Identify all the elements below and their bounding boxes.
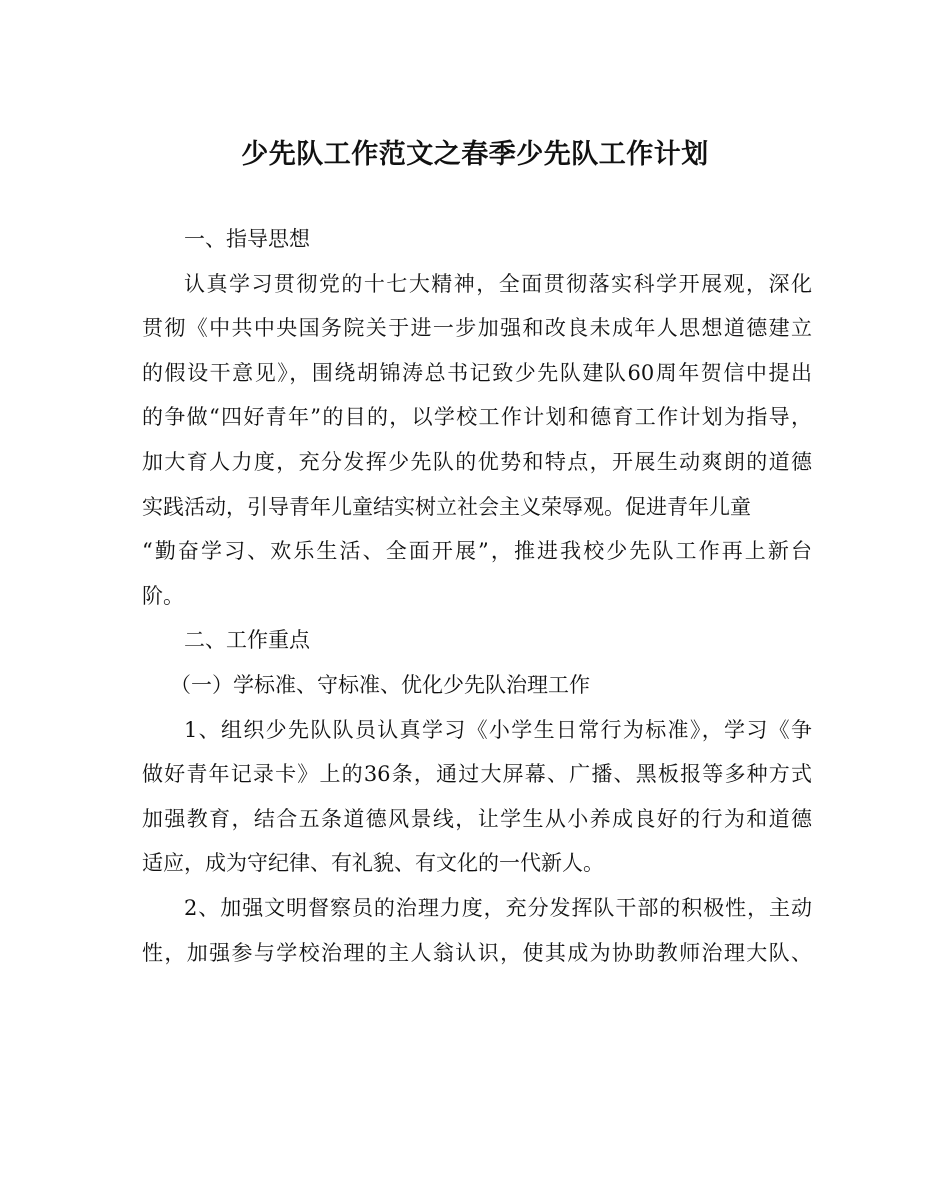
paragraph-line: 加大育人力度，充分发挥少先队的优势和特点，开展生动爽朗的道德 <box>142 449 812 474</box>
paragraph-line: 认真学习贯彻党的十七大精神，全面贯彻落实科学开展观，深化 <box>184 271 812 296</box>
paragraph-line: 做好青年记录卡》上的36条，通过大屏幕、广播、黑板报等多种方式 <box>142 762 812 787</box>
paragraph-line: 性，加强参与学校治理的主人翁认识，使其成为协助教师治理大队、 <box>142 940 812 965</box>
paragraph-line: 贯彻《中共中央国务院关于进一步加强和改良未成年人思想道德建立 <box>142 316 812 341</box>
section-heading-work-focus: 二、工作重点 <box>184 628 310 653</box>
paragraph-line: 适应，成为守纪律、有礼貌、有文化的一代新人。 <box>142 851 604 876</box>
subsection-heading: （一）学标准、守标准、优化少先队治理工作 <box>170 672 590 697</box>
paragraph-line: 的假设干意见》，围绕胡锦涛总书记致少先队建队60周年贺信中提出 <box>142 360 812 385</box>
document-title: 少先队工作范文之春季少先队工作计划 <box>241 139 709 170</box>
paragraph-line: 1、组织少先队队员认真学习《小学生日常行为标准》，学习《争 <box>184 717 812 742</box>
section-heading-guiding-ideology: 一、指导思想 <box>184 227 310 251</box>
paragraph-line: 加强教育，结合五条道德风景线，让学生从小养成良好的行为和道德 <box>142 806 812 831</box>
paragraph-line: 2、加强文明督察员的治理力度，充分发挥队干部的积极性，主动 <box>184 895 812 920</box>
paragraph-line: 的争做“四好青年”的目的，以学校工作计划和德育工作计划为指导， <box>142 405 812 430</box>
paragraph-line: 阶。 <box>142 583 184 608</box>
paragraph-line: 实践活动，引导青年儿童结实树立社会主义荣辱观。促进青年儿童 <box>142 494 751 519</box>
paragraph-line: “勤奋学习、欢乐生活、全面开展”，推进我校少先队工作再上新台 <box>142 539 812 564</box>
document-body <box>142 217 812 975</box>
